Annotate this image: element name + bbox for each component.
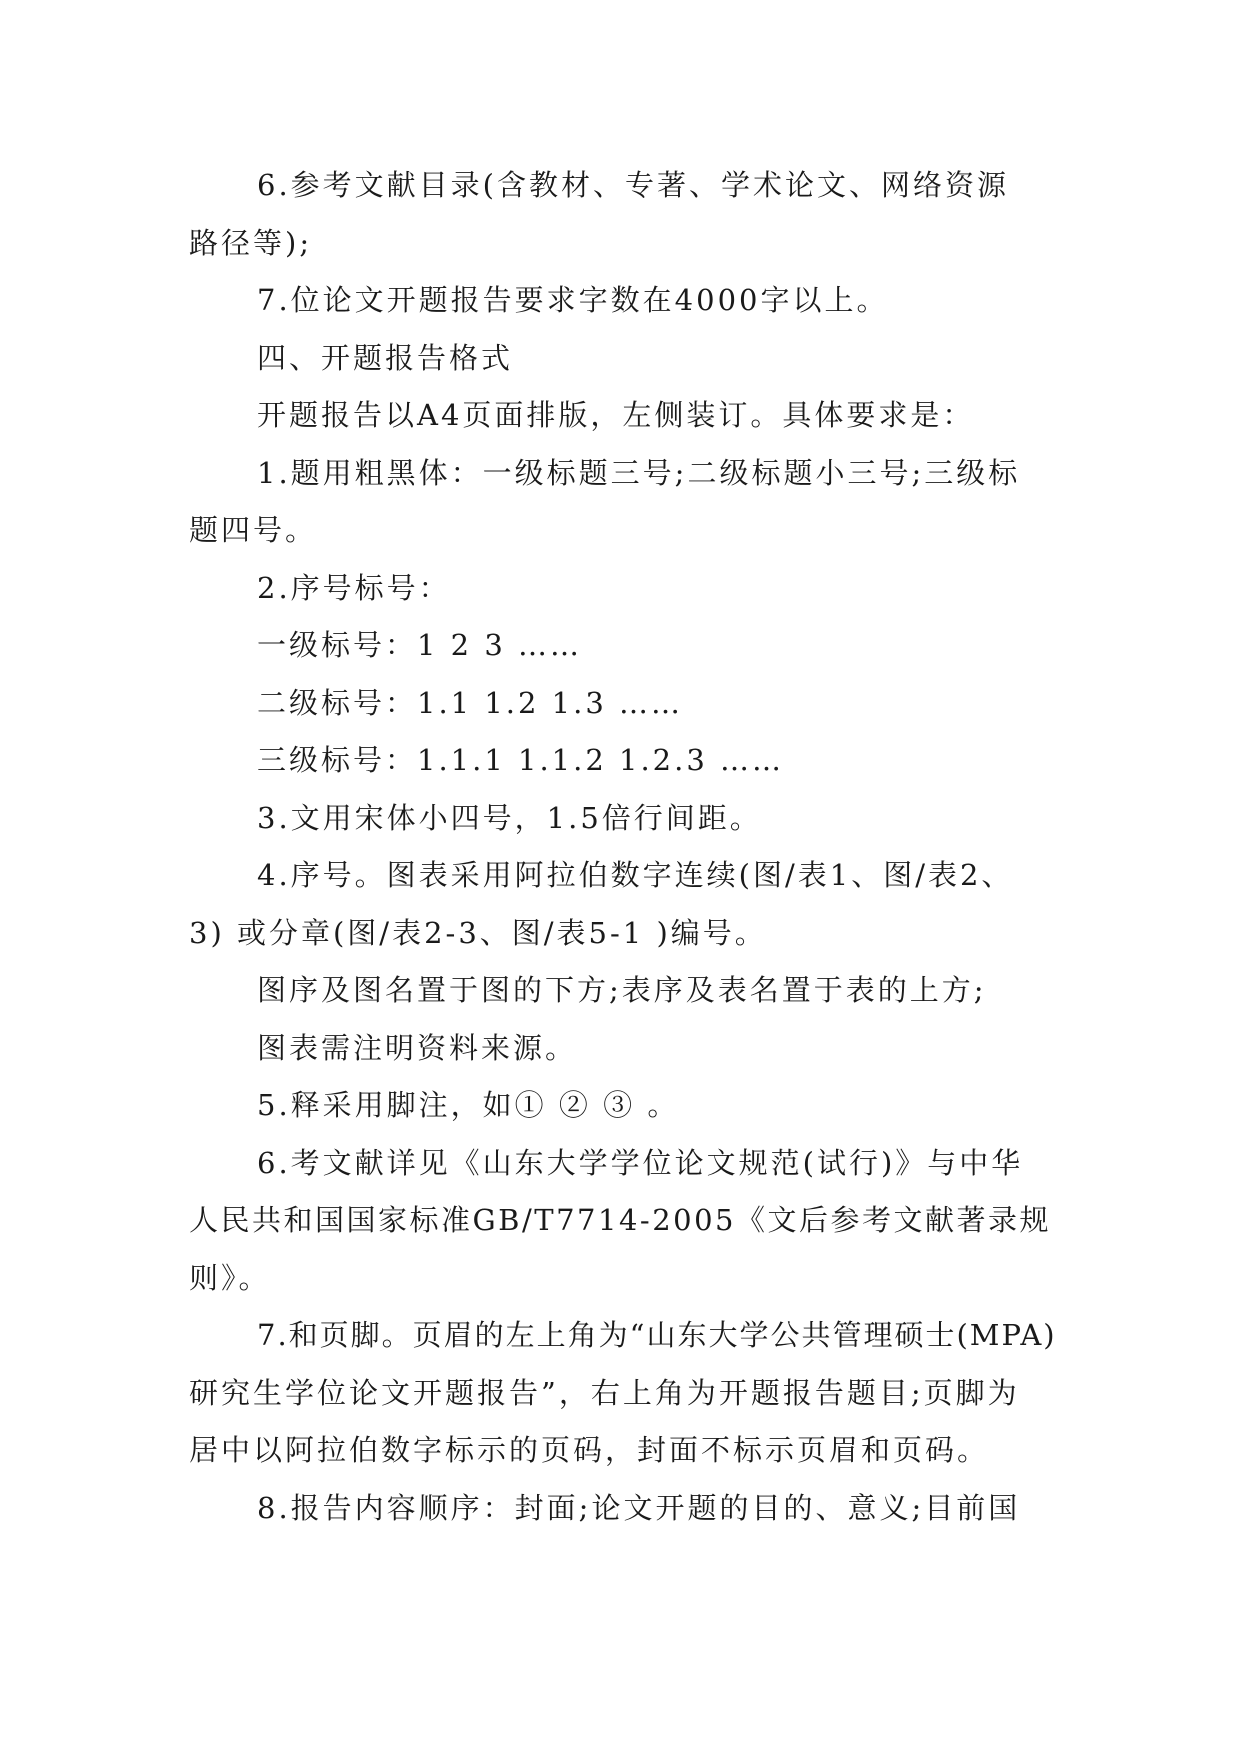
text-line: 7.位论文开题报告要求字数在4000字以上。: [257, 283, 889, 317]
text-line: 1.题用粗黑体：一级标题三号;二级标题小三号;三级标: [257, 456, 1021, 490]
text-line: 3.文用宋体小四号，1.5倍行间距。: [257, 801, 762, 835]
text-line: 6.参考文献目录(含教材、专著、学术论文、网络资源: [257, 168, 1009, 202]
text-line: 8.报告内容顺序：封面;论文开题的目的、意义;目前国: [257, 1491, 1021, 1525]
text-line: 二级标号：1.1 1.2 1.3 ……: [257, 686, 684, 720]
text-line: 开题报告以A4页面排版，左侧装订。具体要求是：: [257, 398, 975, 432]
text-line: 三级标号：1.1.1 1.1.2 1.2.3 ……: [257, 743, 785, 777]
text-line: 7.和页脚。页眉的左上角为“山东大学公共管理硕士(MPA): [257, 1318, 1057, 1352]
text-line: 一级标号：1 2 3 ……: [257, 628, 583, 662]
text-line: 题四号。: [189, 513, 318, 547]
text-line: 6.考文献详见《山东大学学位论文规范(试行)》与中华: [257, 1146, 1024, 1180]
text-line: 居中以阿拉伯数字标示的页码，封面不标示页眉和页码。: [189, 1433, 990, 1467]
section-heading: 四、开题报告格式: [257, 341, 514, 375]
text-line: 3) 或分章(图/表2-3、图/表5-1 )编号。: [189, 916, 767, 950]
text-line: 则》。: [189, 1261, 271, 1295]
text-line: 5.释采用脚注，如① ② ③ 。: [257, 1088, 680, 1122]
text-line: 研究生学位论文开题报告”，右上角为开题报告题目;页脚为: [189, 1376, 1020, 1410]
text-line: 人民共和国国家标准GB/T7714-2005《文后参考文献著录规: [189, 1203, 1051, 1237]
text-line: 4.序号。图表采用阿拉伯数字连续(图/表1、图/表2、: [257, 858, 1014, 892]
text-line: 路径等);: [189, 226, 313, 260]
text-line: 图表需注明资料来源。: [257, 1031, 578, 1065]
text-line: 2.序号标号：: [257, 571, 451, 605]
text-line: 图序及图名置于图的下方;表序及表名置于表的上方;: [257, 973, 987, 1007]
